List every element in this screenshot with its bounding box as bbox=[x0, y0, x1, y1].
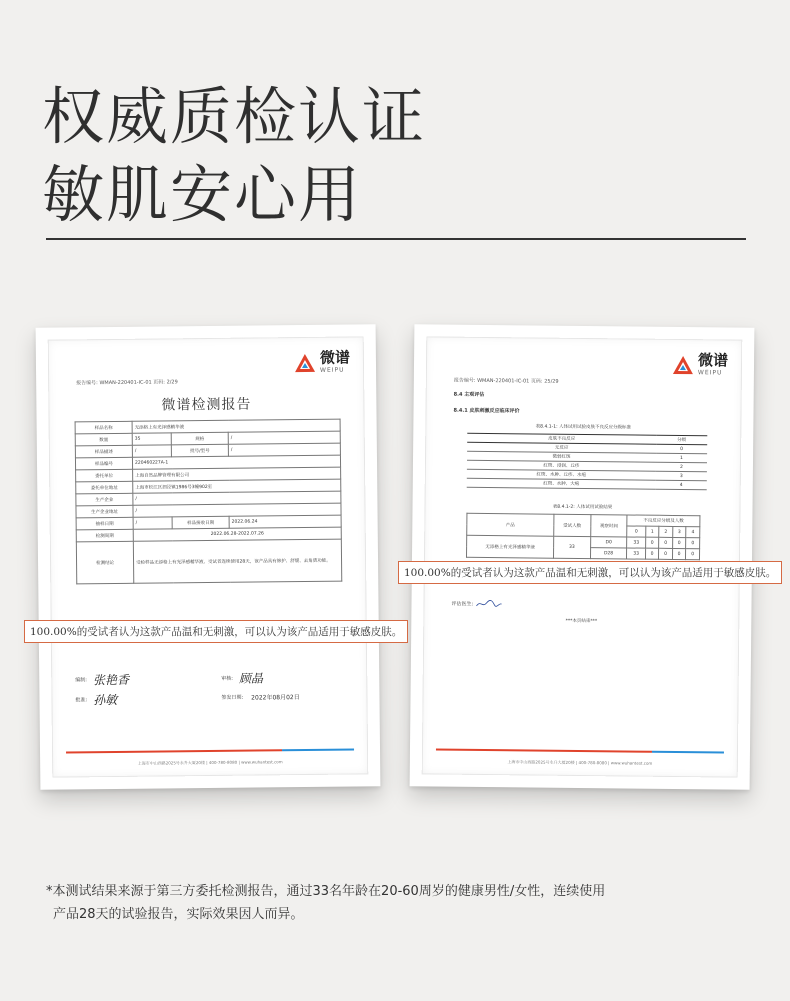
evaluator-row: 评估医生: bbox=[451, 599, 502, 610]
approver-signature: 孙敏 bbox=[93, 692, 118, 708]
table-1-title: 表8.4.1-1: 人体试用试验皮肤不良反应分级标准 bbox=[535, 424, 632, 431]
report-frame-right bbox=[410, 324, 755, 790]
brand-logo bbox=[672, 353, 728, 377]
footnote-line-2: 产品28天的试验报告，实际效果因人而异。 bbox=[53, 907, 304, 922]
report-page-left bbox=[48, 336, 369, 777]
evaluator-signature-scribble bbox=[475, 599, 503, 609]
reviewer-signature: 顾晶 bbox=[238, 671, 264, 686]
section-heading: 8.4 主观评估 bbox=[453, 391, 485, 398]
table-row: 数量 35 规格 / bbox=[75, 431, 340, 446]
table-row: 委托单位地址 上海市松江区泗泾镇1986号3幢902室 bbox=[76, 479, 341, 494]
table-row: 微弱红斑 1 bbox=[467, 451, 707, 463]
table-row: 生产企业 / bbox=[76, 491, 341, 506]
table-row: 红斑、浸润、丘疹 2 bbox=[467, 460, 707, 472]
footnote bbox=[46, 880, 605, 926]
table-row: D28 33 0 0 0 0 bbox=[466, 546, 699, 559]
headline-line-2: 敏肌安心用 bbox=[42, 158, 363, 231]
table-row: 委托单位 上海自然品牌管理有限公司 bbox=[76, 467, 341, 482]
report-number: 报告编号: WMAN-220401-IC-01 页码: 2/29 bbox=[76, 379, 178, 387]
table-row: 抽样日期 / 样品接收日期 2022.06.24 bbox=[76, 515, 341, 530]
approver-signature-row: 批准: 孙敏 bbox=[75, 692, 118, 708]
table-row: 检测结论 受检样品无添格上有光泽感精华液，受试者连续使用28天，该产品具有修护、舒缓、去角质功能。 bbox=[76, 539, 341, 584]
reaction-grade-table bbox=[467, 433, 708, 491]
issue-date-row: 签发日期: 2022年08月02日 bbox=[221, 694, 300, 702]
table-row: 皮肤不良反应 分级 bbox=[467, 433, 707, 445]
brand-logo bbox=[294, 348, 351, 375]
table-row: 红斑、水肿、大疱 4 bbox=[467, 478, 707, 490]
logo-text-cn: 微谱 bbox=[697, 351, 729, 370]
page-end-mark: ***本页结束*** bbox=[565, 618, 598, 625]
editor-signature-row: 编制: 张艳香 bbox=[75, 672, 130, 688]
callout-right: 100.00%的受试者认为这款产品温和无刺激，可以认为该产品适用于敏感皮肤。 bbox=[398, 561, 782, 584]
report-bottom-bar bbox=[66, 748, 354, 753]
report-footer: 上海市中山西路2025号永升大厦20楼 | 400-780-8080 | www.wuhantest.com bbox=[507, 759, 653, 766]
table-row: 0 1 2 3 4 bbox=[467, 524, 700, 537]
headline-line-1: 权威质检认证 bbox=[42, 80, 427, 153]
headline bbox=[42, 78, 426, 234]
table-row: 无反应 0 bbox=[467, 442, 707, 454]
report-bottom-bar bbox=[436, 748, 724, 753]
editor-signature: 张艳香 bbox=[92, 672, 130, 688]
report-number: 报告编号: WMAN-220401-IC-01 页码: 25/29 bbox=[453, 377, 559, 385]
issue-date: 2022年08月02日 bbox=[251, 694, 300, 702]
table-row: 生产企业地址 / bbox=[76, 503, 341, 518]
table-row: 样品描述 / 批号/型号 / bbox=[75, 443, 340, 458]
divider-rule bbox=[46, 238, 746, 240]
table-row: 样品编号 220460227A-1 bbox=[75, 455, 340, 470]
trial-result-table bbox=[466, 513, 700, 560]
report-info-table bbox=[75, 419, 343, 585]
table-row: 无添格上有光泽感精华液 33 D0 33 0 0 0 0 bbox=[467, 535, 700, 548]
report-footer: 上海市中山西路2025号永升大厦20楼 | 400-780-8080 | www.wuhantest.com bbox=[137, 759, 283, 766]
reviewer-signature-row: 审核: 顾晶 bbox=[221, 671, 264, 686]
callout-left: 100.00%的受试者认为这款产品温和无刺激，可以认为该产品适用于敏感皮肤。 bbox=[24, 620, 408, 643]
table-row: 检测周期 2022.06.28-2022.07.26 bbox=[76, 527, 341, 542]
table-row: 产品 受试人数 观察时间 不良反应分级及人数 bbox=[467, 513, 700, 526]
table-2-title: 表8.4.1-2: 人体试用试验结果 bbox=[552, 504, 613, 511]
weipu-logo-icon bbox=[672, 354, 694, 374]
report-frame-left bbox=[36, 324, 381, 790]
logo-text-en: WEIPU bbox=[319, 366, 345, 374]
weipu-logo-icon bbox=[294, 352, 316, 372]
footnote-line-1: *本测试结果来源于第三方委托检测报告，通过33名年龄在20-60周岁的健康男性/女性，连续使用 bbox=[46, 884, 606, 899]
subsection-heading: 8.4.1 皮肤刺激反应临床评价 bbox=[453, 407, 520, 415]
table-row: 红斑、水肿、丘疹、水疱 3 bbox=[467, 469, 707, 481]
logo-text-cn: 微谱 bbox=[319, 348, 351, 367]
report-title: 微谱检测报告 bbox=[161, 396, 252, 414]
logo-text-en: WEIPU bbox=[697, 369, 723, 377]
table-row: 样品名称 无添格上有光泽感精华液 bbox=[75, 419, 340, 434]
report-page-right bbox=[422, 336, 743, 777]
